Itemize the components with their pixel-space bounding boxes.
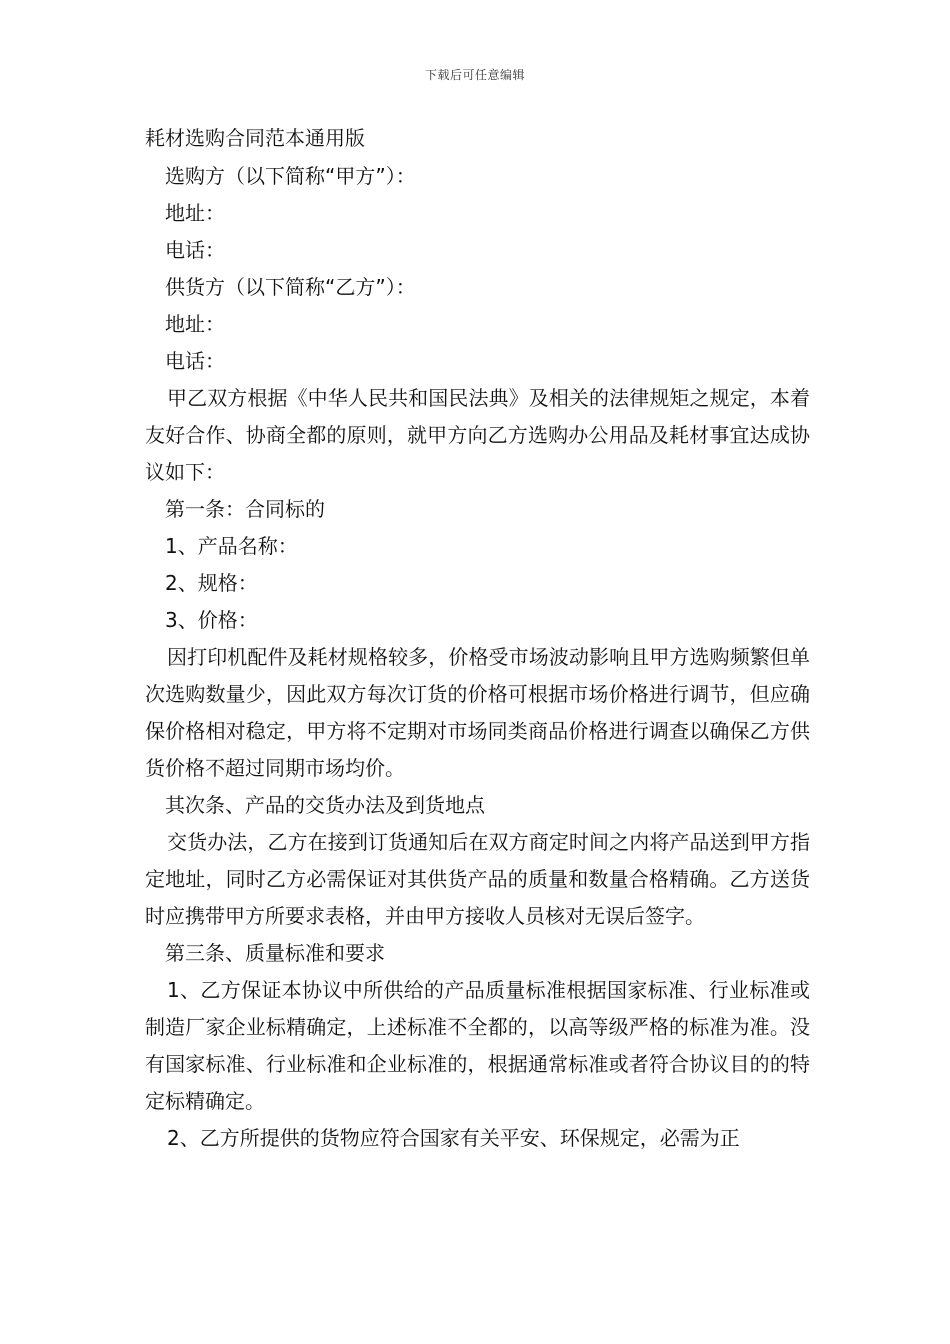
- article2-heading: 其次条、产品的交货办法及到货地点: [165, 793, 485, 817]
- supplier-phone: 电话：: [165, 349, 225, 373]
- article1-item-name: 1、产品名称：: [165, 534, 298, 558]
- article1-heading: 第一条：合同标的: [165, 497, 325, 521]
- buyer-address: 地址：: [165, 201, 225, 225]
- article1-item-spec: 2、规格：: [165, 571, 258, 595]
- article1-paragraph: 因打印机配件及耗材规格较多，价格受市场波动影响且甲方选购频繁但单次选购数量少，因此双方每次订货的价格可根据市场价格进行调节，但应确保价格相对稳定，甲方将不定期对市场同类商品价格进行调查以确保乙方供货价格不超过同期市场均价。: [145, 645, 810, 780]
- article3-paragraph-2: 2、乙方所提供的货物应符合国家有关平安、环保规定，必需为正: [167, 1126, 740, 1150]
- document-body: [145, 158, 810, 1157]
- buyer-phone: 电话：: [165, 238, 225, 262]
- header-note: 下载后可任意编辑: [424, 68, 525, 82]
- buyer-line: 选购方（以下简称“甲方”）：: [165, 164, 416, 188]
- article3-paragraph-1: 1、乙方保证本协议中所供给的产品质量标准根据国家标准、行业标准或制造厂家企业标精确定，上述标准不全都的，以高等级严格的标准为准。没有国家标准、行业标准和企业标准的，根据通常标准或者符合协议目的的特定标精确定。: [145, 978, 810, 1113]
- article1-item-price: 3、价格：: [165, 608, 258, 632]
- supplier-address: 地址：: [165, 312, 225, 336]
- article2-paragraph: 交货办法，乙方在接到订货通知后在双方商定时间之内将产品送到甲方指定地址，同时乙方必需保证对其供货产品的质量和数量合格精确。乙方送货时应携带甲方所要求表格，并由甲方接收人员核对无误后签字。: [145, 830, 810, 928]
- article3-heading: 第三条、质量标准和要求: [165, 941, 385, 965]
- supplier-line: 供货方（以下简称“乙方”）：: [165, 275, 416, 299]
- document-title: 耗材选购合同范本通用版: [145, 126, 365, 150]
- intro-paragraph: 甲乙双方根据《中华人民共和国民法典》及相关的法律规矩之规定，本着友好合作、协商全都的原则，就甲方向乙方选购办公用品及耗材事宜达成协议如下：: [145, 386, 810, 484]
